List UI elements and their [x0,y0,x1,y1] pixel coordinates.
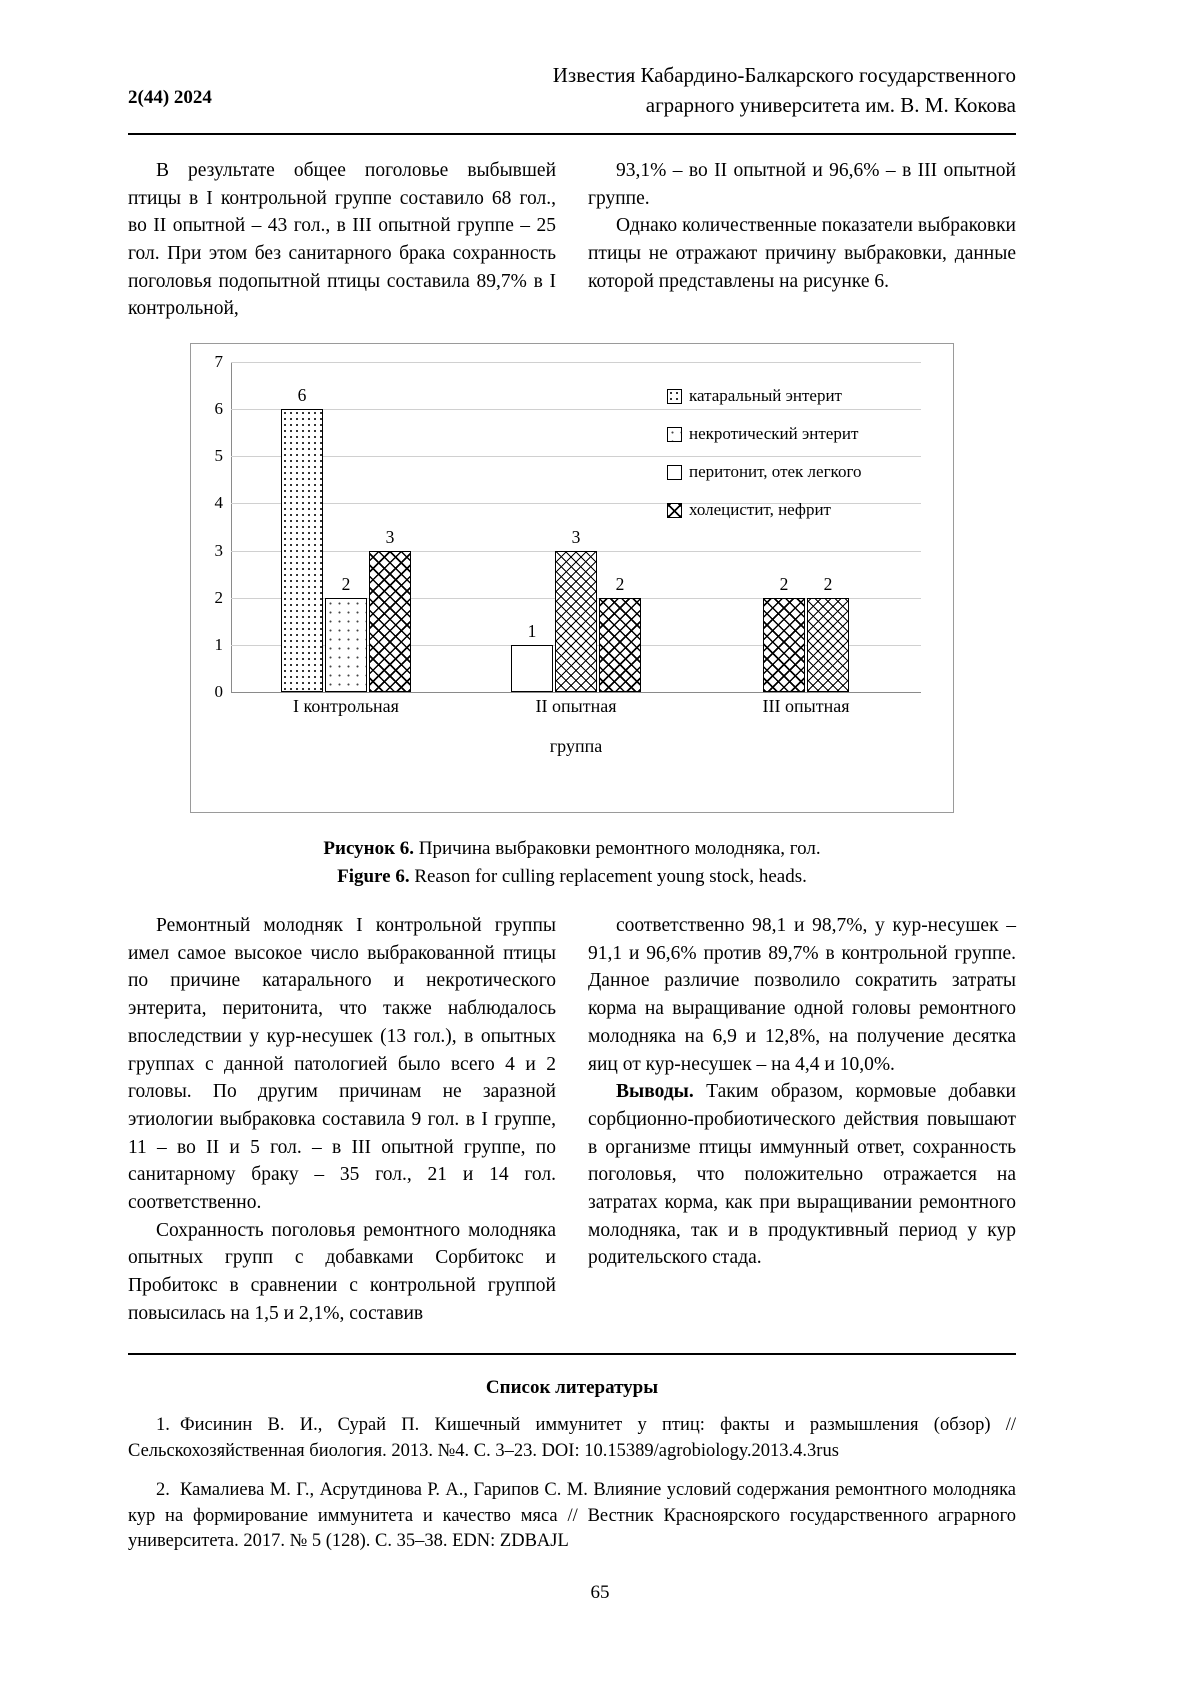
chart-legend [667,386,917,538]
y-axis [191,352,227,701]
bottom-column-left [128,912,556,1327]
x-tick-label: I контрольная [293,696,399,716]
reference-text: Камалиева М. Г., Асрутдинова Р. А., Гарипов С. М. Влияние условий содержания ремонтного молодняка кур на формирование иммунитета и качество мяса // Вестник Красноярского государственного аграрного университета. 2017. № 5 (128). С. 35–38. EDN: ZDBAJL [128,1480,1016,1552]
journal-title [376,60,1016,121]
y-tick: 0 [214,682,223,701]
journal-title-line1: Известия Кабардино-Балкарского государственного [552,63,1016,87]
bar-value-label: 1 [527,620,537,641]
bar [325,573,367,692]
legend-label: некротический энтерит [689,424,859,443]
bar-group-i [231,362,461,692]
bar-value-label: 6 [297,385,307,406]
bar-value-label: 3 [571,526,581,547]
bar-value-label: 2 [779,573,789,594]
paragraph: соответственно 98,1 и 98,7%, у кур-несушек – 91,1 и 96,6% против 89,7% в контрольной группе. Данное различие позволило сократить затраты корма на выращивание одной головы ремонтного молодняка на 6,9 и 12,8%, на получение десятка яиц от кур-несушек – на 4,4 и 10,0%. [588,915,1016,1075]
legend-label: холецистит, нефрит [689,500,831,519]
bar [369,526,411,692]
figure-caption-ru-text: Причина выбраковки ремонтного молодняка, гол. [414,838,821,859]
bar-group-ii [461,362,691,692]
figure-caption-en-text: Reason for culling replacement young stock, heads. [409,865,807,887]
bottom-column-right [588,912,1016,1327]
figure-caption-en [128,863,1016,891]
bar [807,573,849,692]
figure-6 [128,343,1016,890]
reference-number: 1. [156,1415,170,1436]
y-tick: 2 [214,587,223,607]
paragraph: Ремонтный молодняк I контрольной группы имел самое высокое число выбракованной птицы по причине катарального и некротического энтерита, перитонита, что также наблюдалось впоследствии у кур-несушек (13 гол.), в опытных группах с данной патологией было всего 4 и 2 головы. По другим причинам не заразной этиологии выбраковка составила 9 гол. в I группе, 11 – во II и 5 гол. – в III опытной группе, по санитарному браку – 35 гол., 21 и 14 гол. соответственно. [128,915,556,1213]
page-number: 65 [590,1582,610,1603]
bars [461,362,691,692]
x-axis-categories [231,696,921,717]
x-tick-label: III опытная [762,696,850,716]
bar-value-label: 3 [385,526,395,547]
bar-value-label: 2 [341,573,351,594]
legend-label: перитонит, отек легкого [689,462,862,481]
page-content [128,60,1016,1555]
paragraph-conclusions [588,1078,1016,1272]
legend-swatch-icon [667,465,682,480]
figure-caption-en-label: Figure 6. [337,865,410,887]
header-divider [128,133,1016,135]
legend-label: катаральный энтерит [689,386,842,405]
figure-caption-ru [128,835,1016,863]
conclusions-lead: Выводы. [616,1081,694,1103]
x-axis-title: группа [549,736,603,756]
gridline-baseline [231,692,921,693]
y-tick: 4 [214,493,223,513]
paragraph: 93,1% – во II опытной и 96,6% – в III опытной группе. [588,159,1016,209]
paragraph: В результате общее поголовье выбывшей птицы в I контрольной группе составило 68 гол., во II опытной – 43 гол., в III опытной группе – 25 гол. При этом без санитарного брака сохранность поголовья подопытной птицы составила 89,7% в I контрольной, [128,159,556,320]
legend-swatch-icon [667,389,682,404]
reference-item [128,1478,1016,1555]
reference-text: Фисинин В. И., Сурай П. Кишечный иммунитет у птиц: факты и размышления (обзор) // Сельскохозяйственная биология. 2013. №4. С. 3–23. DOI: 10.15389/agrobiology.2013.4.3rus [128,1415,1016,1461]
legend-item [667,424,917,444]
paragraph: Сохранность поголовья ремонтного молодняка опытных групп с добавками Сорбитокс и Пробитокс в сравнении с контрольной группой повысилась на 1,5 и 2,1%, составив [128,1219,556,1324]
y-tick: 3 [214,540,223,560]
bar [555,526,597,692]
top-column-right [588,157,1016,323]
figure-caption-ru-label: Рисунок 6. [323,838,415,859]
conclusions-text: Таким образом, кормовые добавки сорбционно-пробиотического действия повышают в организме птицы иммунный ответ, сохранность поголовья, что положительно отражается на затратах корма, как при выращивании ремонтного молодняка, так и в продуктивный период у кур родительского стада. [588,1081,1016,1269]
y-tick: 5 [214,446,223,466]
reference-item [128,1413,1016,1464]
y-tick: 1 [214,634,223,654]
top-columns [128,157,1016,323]
reference-number: 2. [156,1480,170,1501]
x-tick-label: II опытная [535,696,617,716]
bars [231,362,461,692]
bar [281,385,323,692]
legend-item [667,462,917,482]
bar [511,620,553,692]
bottom-columns [128,912,1016,1327]
legend-swatch-icon [667,503,682,518]
figure-caption [128,835,1016,890]
bar-value-label: 2 [615,573,625,594]
legend-swatch-icon [667,427,682,442]
journal-title-line2: аграрного университета им. В. М. Кокова [645,93,1016,118]
issue-number: 2(44) 2024 [128,87,212,108]
top-column-left [128,157,556,323]
bar [599,573,641,692]
bar-value-label: 2 [823,573,833,594]
paragraph: Однако количественные показатели выбраковки птицы не отражают причину выбраковки, данные которой представлены на рисунке 6. [588,215,1016,292]
references-divider [128,1353,1016,1355]
y-tick: 7 [214,352,223,371]
bar [763,573,805,692]
references-title: Список литературы [485,1377,659,1399]
y-tick: 6 [214,399,223,419]
legend-item [667,386,917,406]
legend-item [667,500,917,520]
chart [190,343,954,813]
page-header [128,60,1016,127]
